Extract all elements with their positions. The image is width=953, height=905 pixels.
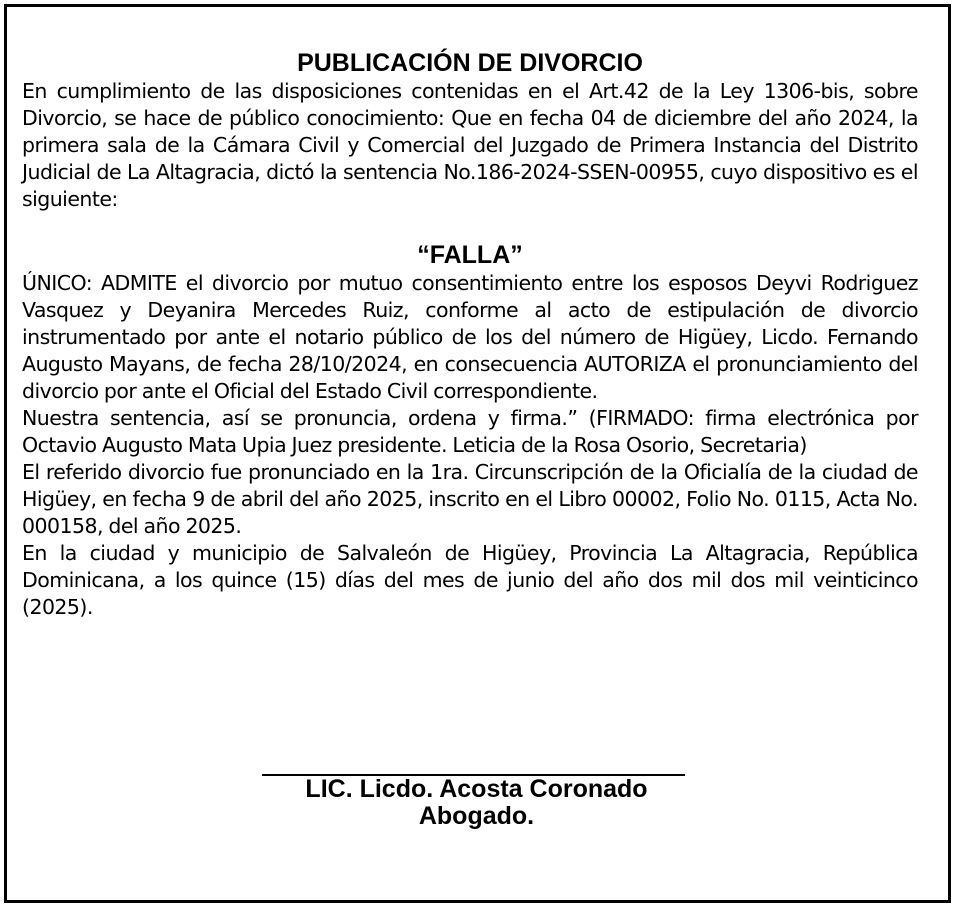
intro-paragraph: En cumplimiento de las disposiciones contenidas en el Art.42 de la Ley 1306-bis, sobre Divorcio, se hace de público conocimiento: Que en fecha 04 de diciembre del año 2024, la primera sala de la Cámara Civil y Comercial del Juzgado de Primera Instancia del Distrito Judicial de La Altagracia, dictó la sentencia No.186-2024-SSEN-00955, cuyo dispositivo es el siguiente:	[22, 79, 918, 211]
closing-paragraph: En la ciudad y municipio de Salvaleón de Higüey, Provincia La Altagracia, República Dominicana, a los quince (15) días del mes de junio del año dos mil dos mil veinticinco (2025).	[22, 541, 918, 619]
signer-title: Abogado.	[418, 802, 535, 830]
signature-paragraph: Nuestra sentencia, así se pronuncia, ordena y firma.” (FIRMADO: firma electrónica por Octavio Augusto Mata Upia Juez presidente. Leticia de la Rosa Osorio, Secretaria)	[22, 406, 918, 457]
falla-heading: “FALLA”	[417, 241, 523, 269]
pronouncement-paragraph: El referido divorcio fue pronunciado en la 1ra. Circunscripción de la Oficialía de la ciudad de Higüey, en fecha 9 de abril del año 2025, inscrito en el Libro 00002, Folio No. 0115, Acta No. 000158, del año 2025.	[22, 460, 918, 538]
notice-body	[22, 48, 918, 621]
falla-paragraph: ÚNICO: ADMITE el divorcio por mutuo consentimiento entre los esposos Deyvi Rodriguez Vasquez y Deyanira Mercedes Ruiz, conforme al acto de estipulación de divorcio instrumentado por ante el notario público de los del número de Higüey, Licdo. Fernando Augusto Mayans, de fecha 28/10/2024, en consecuencia AUTORIZA el pronunciamiento del divorcio por ante el Oficial del Estado Civil correspondiente.	[22, 271, 918, 403]
section-gap	[22, 213, 918, 240]
notice-title: PUBLICACIÓN DE DIVORCIO	[297, 49, 643, 77]
signer-name: LIC. Licdo. Acosta Coronado	[305, 775, 648, 803]
signature-line	[262, 774, 685, 776]
signature-block	[0, 774, 953, 830]
